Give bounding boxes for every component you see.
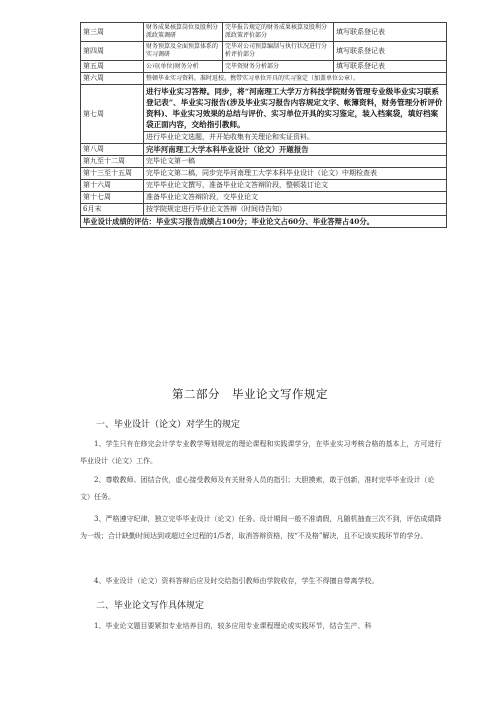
week-cell: 第五周: [81, 61, 144, 73]
paragraph: 1、学生只有在修完会计学专业教学筹划规定的理论课程和实践课学分，在毕业实习考核合格的基本上，方可进行毕业设计（论文）工作。: [80, 440, 442, 465]
task-cell: 进行毕业实习答辩。同步，将“河南理工大学万方科技学院财务管理专业级毕业实习联系登记表”、毕业实习报告(涉及毕业实习报告内容规定文字、帐簿资料，财务管理分析评价资料)、毕业实习效果的总结与评价、实习单位开具的实习鉴定，装入档案袋，填好档案袋正面内容，交给指引教师。: [144, 85, 447, 132]
task-cell: 准备毕业论文答辩阶段，交毕业论文: [144, 192, 447, 204]
week-cell: 第十三至十五周: [81, 168, 144, 180]
table-row: [81, 204, 447, 216]
part-title: 第二部分 毕业论文写作规定: [172, 387, 328, 401]
table-row: [81, 61, 447, 73]
task-cell: 填写联系登记表: [334, 23, 447, 42]
table-row: [81, 73, 447, 85]
task-cell: 完毕资财务分析部分: [223, 61, 334, 73]
week-cell: 第十六周: [81, 180, 144, 192]
task-cell: 完毕论文第二稿，同步完毕河南理工大学本科毕业设计（论文）中期检查表: [144, 168, 447, 180]
paragraph: 1、毕业论文题目要紧扣专业培养目的，较多应用专业课程理论或实践环节，结合生产、科: [94, 622, 372, 630]
task-cell: 完毕毕业论文撰写，准备毕业论文答辩阶段，整顿装订论文: [144, 180, 447, 192]
table-row: [81, 23, 447, 42]
section-title: 二、毕业论文写作具体规定: [96, 601, 205, 611]
task-cell: 整顿毕业实习资料，准时返校。携带实习单位开具的实习鉴定（加盖单位公章）。: [144, 73, 447, 85]
week-cell: 第七周: [81, 85, 144, 144]
table-row: [81, 144, 447, 156]
week-cell: 第九至十二周: [81, 156, 144, 168]
table-row: [81, 85, 447, 132]
task-cell: 财务预算及全面预算体系的实习调研: [144, 42, 223, 61]
week-cell: 第三周: [81, 23, 144, 42]
task-cell: 财务成果核算岗位及股利分派政策调研: [144, 23, 223, 42]
table-row: [81, 192, 447, 204]
week-cell: 6月末: [81, 204, 144, 216]
table-row: [81, 216, 447, 228]
table-row: [81, 180, 447, 192]
week-cell: 第八周: [81, 144, 144, 156]
week-cell: 第十七周: [81, 192, 144, 204]
paragraph: 2、尊敬教师、团结合伙，虚心接受教师及有关财务人员的指引；大胆摸索，敢于创新，准时完毕毕业设计（论文）任务。: [80, 476, 435, 501]
section-title: 一、毕业设计（论文）对学生的规定: [96, 420, 241, 430]
task-cell: 完毕对公司预算编制与执行状况进行分析评价部分: [223, 42, 334, 61]
summary-cell: 毕业设计成绩的评估：毕业实习报告成绩占100分；毕业论文占60分、毕业答辩占40分。: [81, 216, 447, 228]
paragraph: 3、严格遵守纪律，独立完毕毕业设计（论文）任务。设计期间一般不准请假，凡随机抽查三次不到，评估成绩降为一级；合计缺勤时间达到或超过全过程的1/5者，取消答辩资格，按“不及格”解决，且不记该实践环节的学分。: [80, 515, 442, 540]
task-cell: 完毕河南理工大学本科毕业设计（论文）开题报告: [144, 144, 447, 156]
task-cell: 填写联系登记表: [334, 61, 447, 73]
task-cell: 完毕报告规定的财务成果核算及股利分派政策评价部分: [223, 23, 334, 42]
table-row: [81, 156, 447, 168]
task-cell: 公司(单位)财务分析: [144, 61, 223, 73]
task-cell: 按学院规定进行毕业论文答辩（时间待告知）: [144, 204, 447, 216]
table-row: [81, 42, 447, 61]
task-cell: 填写联系登记表: [334, 42, 447, 61]
table-row: [81, 168, 447, 180]
week-cell: 第六周: [81, 73, 144, 85]
paragraph: 4、毕业设计（论文）资料答辩后应及时交给指引教师由学院收存，学生不得擅自带离学校。: [94, 577, 379, 585]
task-cell: 完毕论文第一稿: [144, 156, 447, 168]
schedule-table: [80, 22, 447, 228]
task-cell: 进行毕业论文选题，并开始收集有关理论和实证资料。: [144, 132, 447, 144]
week-cell: 第四周: [81, 42, 144, 61]
